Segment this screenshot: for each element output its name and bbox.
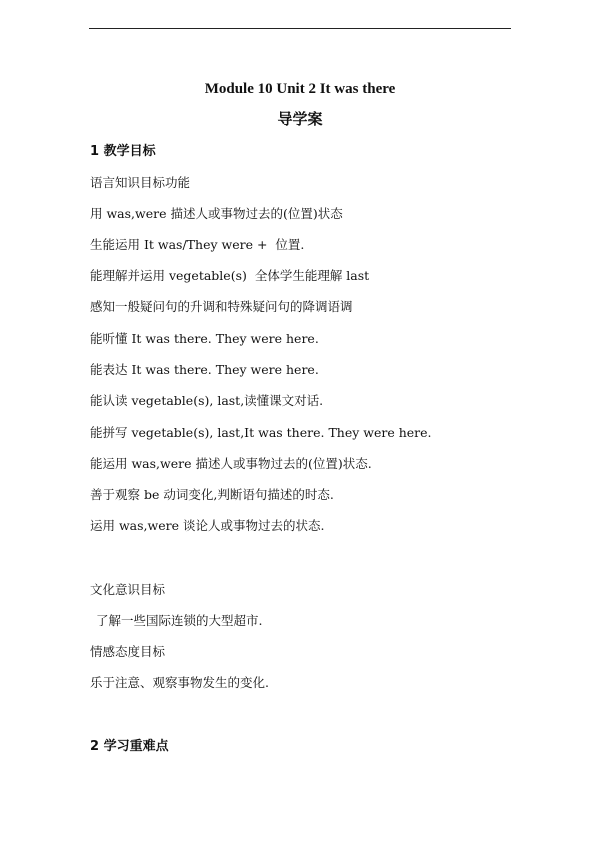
section-heading-key-points: 2 学习重难点 [90, 739, 169, 754]
objective-line: 生能运用 It was/They were + 位置. [90, 237, 305, 252]
objective-line: 能表达 It was there. They were here. [90, 362, 319, 377]
section-heading-objectives: 1 教学目标 [90, 144, 156, 159]
culture-heading: 文化意识目标 [90, 582, 166, 597]
objective-line: 能拼写 vegetable(s), last,It was there. They were here. [90, 425, 432, 440]
document-title: Module 10 Unit 2 It was there [204, 81, 396, 97]
objective-line: 能运用 was,were 描述人或事物过去的(位置)状态. [90, 456, 372, 471]
objective-line: 感知一般疑问句的升调和特殊疑问句的降调语调 [90, 299, 353, 314]
objective-line: 能听懂 It was there. They were here. [90, 331, 319, 346]
header-rule [89, 28, 511, 29]
attitude-heading: 情感态度目标 [90, 644, 166, 659]
attitude-line: 乐于注意、观察事物发生的变化. [90, 675, 269, 690]
objective-line: 运用 was,were 谈论人或事物过去的状态. [90, 518, 325, 533]
objective-line: 语言知识目标功能 [90, 175, 191, 190]
objective-line: 善于观察 be 动词变化,判断语句描述的时态. [90, 487, 334, 502]
objective-line: 能理解并运用 vegetable(s) 全体学生能理解 last [90, 268, 370, 283]
document-subtitle: 导学案 [277, 110, 323, 128]
objective-line: 能认读 vegetable(s), last,读懂课文对话. [90, 393, 324, 408]
culture-line: 了解一些国际连锁的大型超市. [96, 613, 263, 628]
objective-line: 用 was,were 描述人或事物过去的(位置)状态 [90, 206, 343, 221]
